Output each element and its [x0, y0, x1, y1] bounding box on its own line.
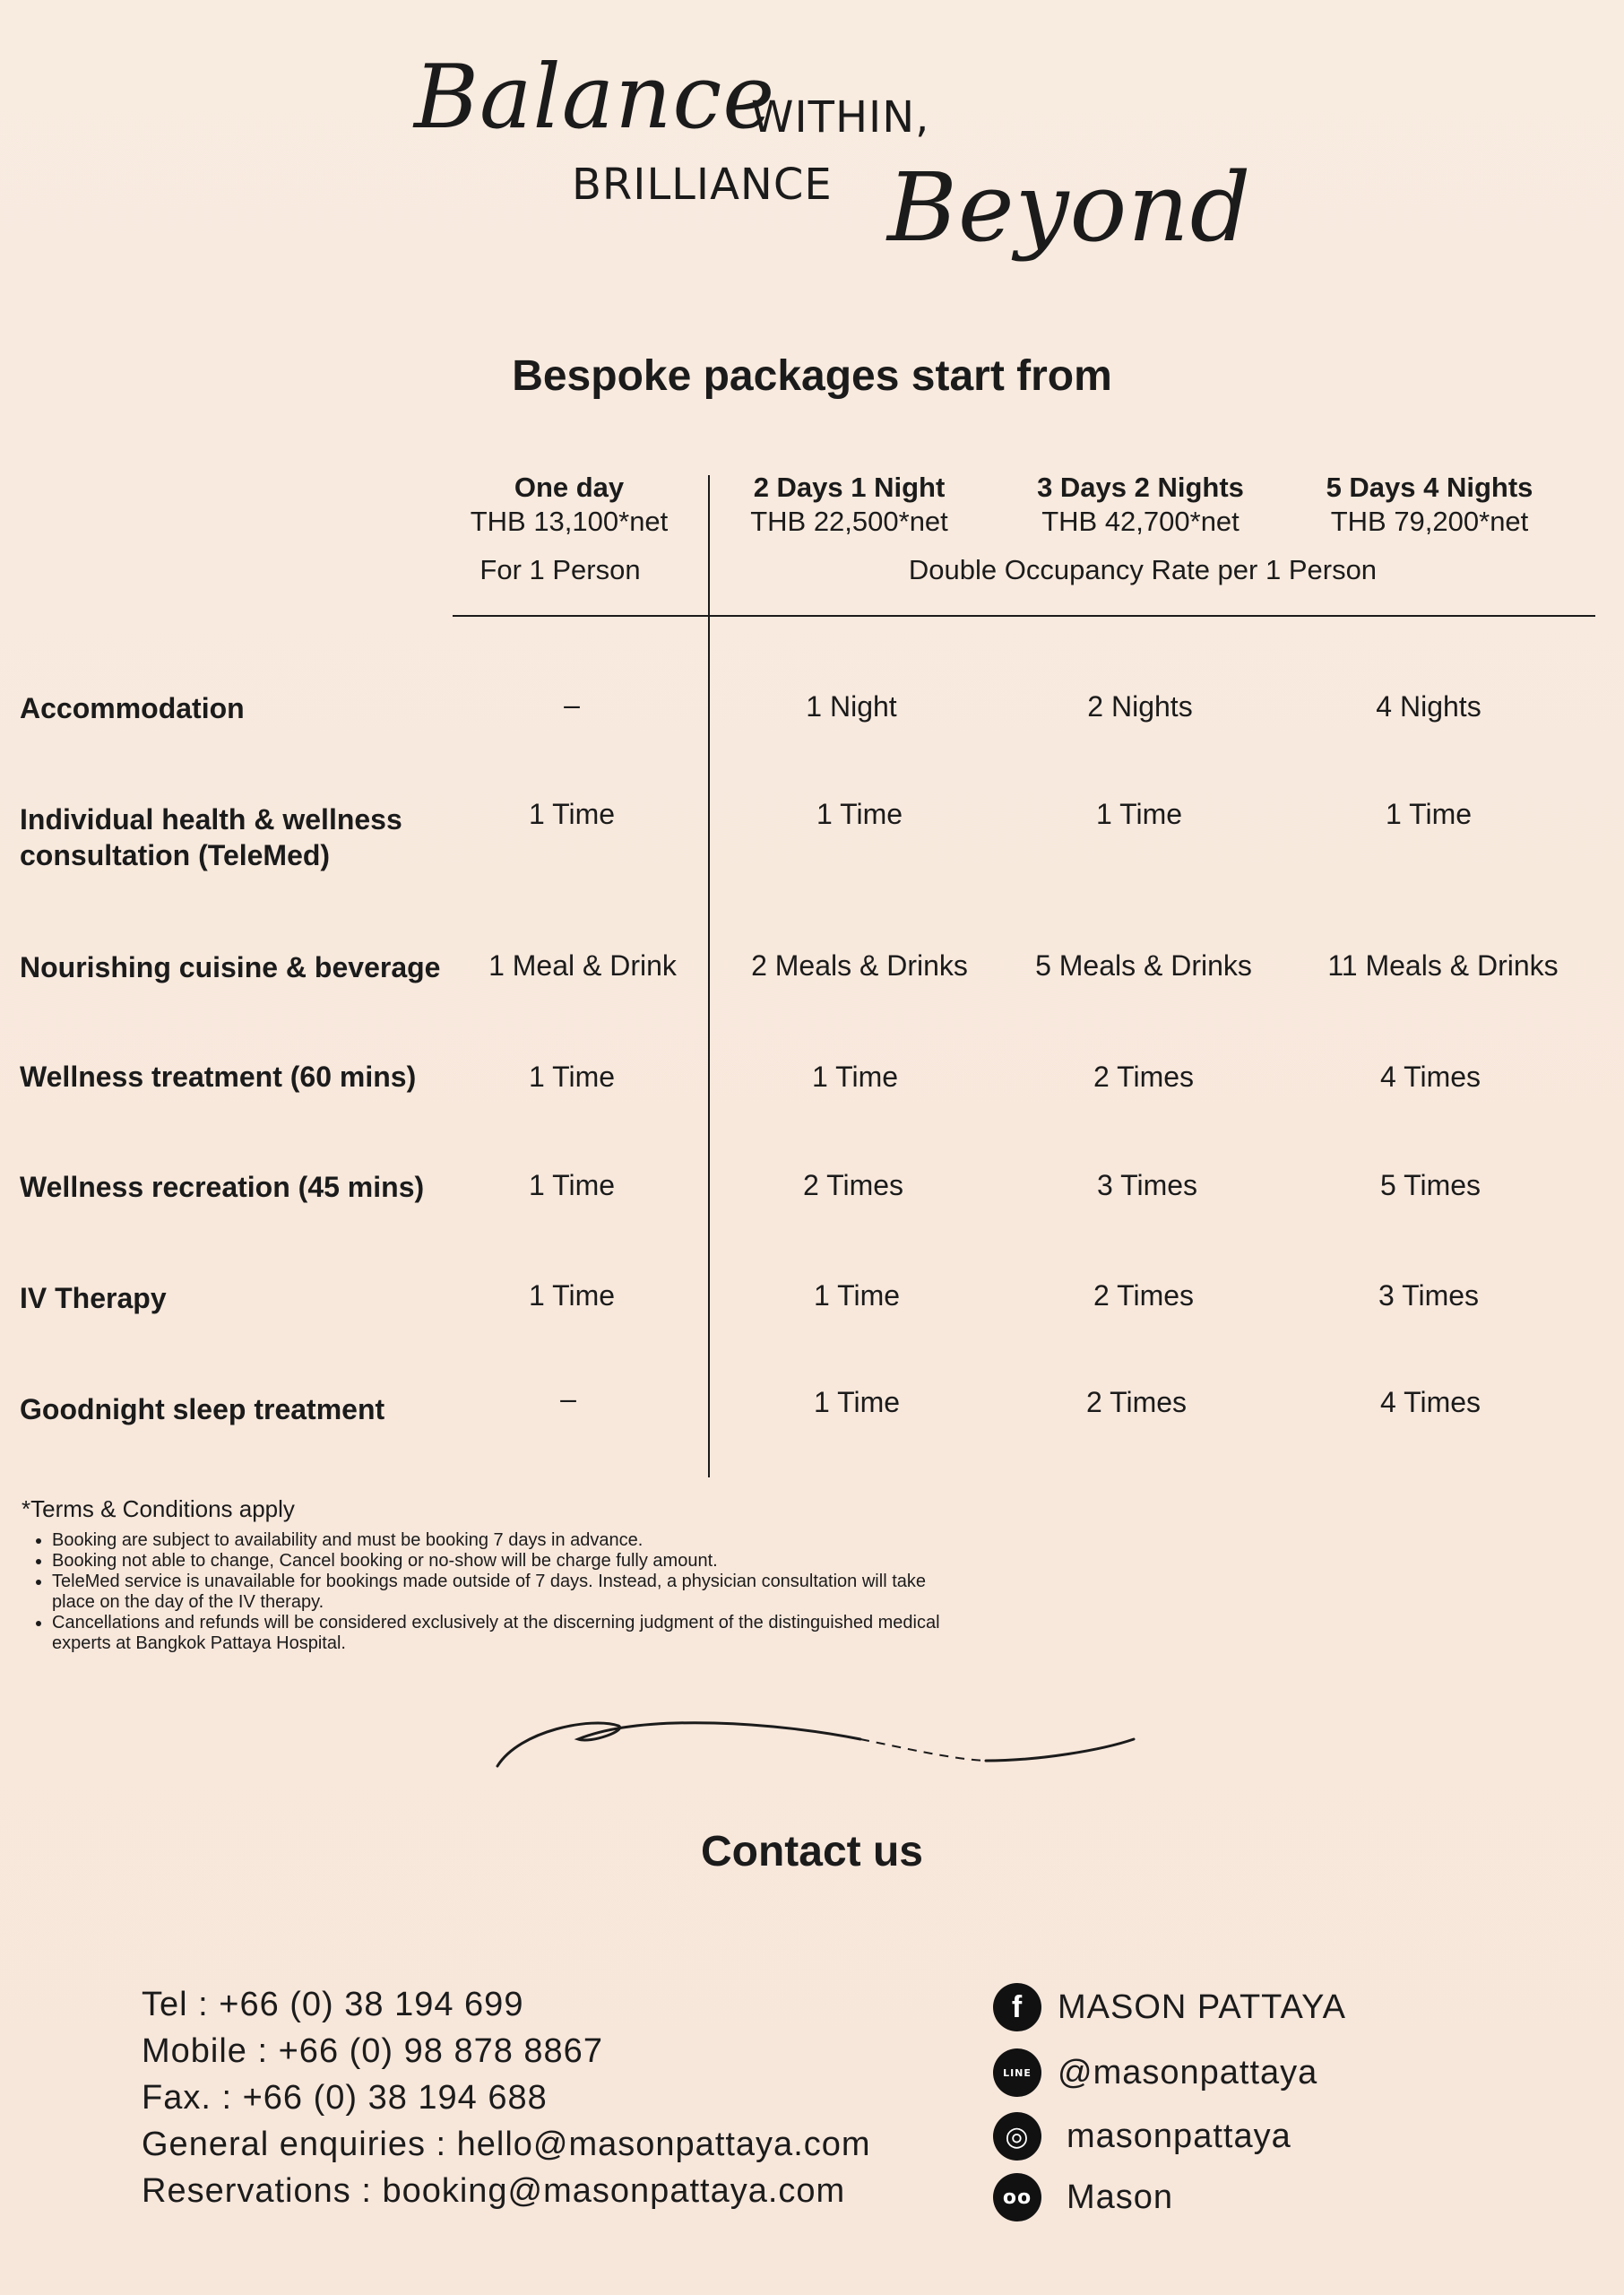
row-label-text: Wellness recreation (45 mins): [20, 1171, 425, 1203]
table-cell: 1 Time: [813, 1279, 901, 1312]
table-cell: 3 Times: [1378, 1279, 1480, 1312]
terms-item: • Booking are subject to availability and must be booking 7 days in advance.: [52, 1530, 948, 1551]
terms-heading: *Terms & Conditions apply: [22, 1495, 295, 1522]
contact-title: Contact us: [700, 1828, 923, 1875]
table-cell: 1 Time: [1385, 798, 1473, 830]
row-label-consultation: [20, 801, 402, 873]
terms-item: • Booking not able to change, Cancel booking or no-show will be charge fully amount.: [52, 1551, 948, 1572]
terms-item: • Cancellations and refunds will be considered exclusively at the discerning judgment of the distinguished medical experts at Bangkok Pattaya Hospital.: [52, 1613, 948, 1654]
table-cell: 2 Nights: [1087, 690, 1193, 723]
table-cell: 2 Times: [1093, 1061, 1195, 1093]
row-label-text: Goodnight sleep treatment: [20, 1393, 385, 1425]
table-cell: 2 Meals & Drinks: [751, 949, 968, 982]
row-label-accommodation: [20, 690, 245, 726]
table-cell: 5 Meals & Drinks: [1035, 949, 1252, 982]
table-cell: 1 Time: [1095, 798, 1183, 830]
package-price: THB 13,100*net: [470, 506, 669, 537]
table-cell: 4 Times: [1379, 1386, 1481, 1418]
package-header-3d2n: [1004, 472, 1277, 538]
package-header-one-day: [448, 472, 690, 538]
social-label: Mason: [1067, 2178, 1174, 2216]
row-label-text: Individual health & wellness: [20, 803, 402, 836]
package-header-5d4n: [1291, 472, 1568, 538]
terms-item: • TeleMed service is unavailable for bookings made outside of 7 days. Instead, a physician consultation will take place on the day of the IV therapy.: [52, 1572, 948, 1613]
facebook-icon: f: [993, 1983, 1041, 2031]
table-cell: 1 Time: [528, 1279, 616, 1312]
tagline-brilliance: BRILLIANCE: [572, 160, 833, 210]
table-cell: 4 Nights: [1376, 690, 1481, 723]
row-label-iv-therapy: [20, 1280, 167, 1316]
table-cell: 2 Times: [1093, 1279, 1195, 1312]
package-name: 3 Days 2 Nights: [1037, 472, 1244, 503]
package-header-2d1n: [717, 472, 981, 538]
package-name: 5 Days 4 Nights: [1326, 472, 1533, 503]
package-price: THB 22,500*net: [750, 506, 948, 537]
table-cell: 2 Times: [802, 1169, 904, 1201]
row-label-sleep: [20, 1391, 384, 1427]
package-name: 2 Days 1 Night: [753, 472, 946, 503]
row-label-treatment: [20, 1059, 416, 1095]
row-label-text: Nourishing cuisine & beverage: [20, 951, 441, 983]
contact-details: [142, 1981, 871, 2214]
social-label: @masonpattaya: [1058, 2053, 1318, 2091]
instagram-icon: ◎: [993, 2112, 1041, 2161]
header-tagline: [0, 0, 1624, 287]
social-label: MASON PATTAYA: [1058, 1988, 1346, 2026]
table-cell: –: [560, 1382, 576, 1415]
contact-reservations-email[interactable]: Reservations : booking@masonpattaya.com: [142, 2172, 846, 2210]
social-label: masonpattaya: [1067, 2117, 1291, 2155]
row-label-text: consultation (TeleMed): [20, 839, 331, 871]
contact-tel[interactable]: Tel : +66 (0) 38 194 699: [142, 1986, 524, 2023]
line-icon: LINE: [993, 2048, 1041, 2097]
package-name: One day: [514, 472, 625, 503]
contact-mobile[interactable]: Mobile : +66 (0) 98 878 8867: [142, 2032, 603, 2070]
table-horizontal-rule: [453, 615, 1595, 617]
row-label-text: Wellness treatment (60 mins): [20, 1061, 417, 1093]
social-tripadvisor[interactable]: [993, 2173, 1173, 2221]
occupancy-single: For 1 Person: [479, 554, 641, 585]
tagline-script-beyond: Beyond: [887, 152, 1252, 263]
table-cell: 1 Meal & Drink: [488, 949, 677, 982]
row-label-cuisine: [20, 949, 440, 985]
occupancy-double: Double Occupancy Rate per 1 Person: [908, 554, 1378, 585]
table-cell: 11 Meals & Drinks: [1327, 949, 1559, 982]
terms-section: [22, 1495, 948, 1654]
row-label-recreation: [20, 1169, 424, 1205]
social-instagram[interactable]: [993, 2112, 1291, 2161]
table-cell: 1 Time: [528, 1169, 616, 1201]
table-cell: 1 Time: [816, 798, 903, 830]
package-price: THB 42,700*net: [1041, 506, 1240, 537]
social-line[interactable]: [993, 2048, 1317, 2097]
tagline-script-balance: Balance: [414, 47, 776, 149]
contact-fax: Fax. : +66 (0) 38 194 688: [142, 2079, 548, 2117]
table-cell: 1 Night: [806, 690, 897, 723]
row-label-text: IV Therapy: [20, 1282, 167, 1314]
package-price: THB 79,200*net: [1330, 506, 1529, 537]
table-cell: 4 Times: [1379, 1061, 1481, 1093]
table-cell: 3 Times: [1096, 1169, 1198, 1201]
packages-title: Bespoke packages start from: [512, 352, 1112, 400]
table-cell: –: [564, 688, 580, 721]
flourish-divider: [484, 1703, 1147, 1793]
social-facebook[interactable]: [993, 1983, 1346, 2031]
tripadvisor-icon: oo: [993, 2173, 1041, 2221]
contact-general-email[interactable]: General enquiries : hello@masonpattaya.com: [142, 2126, 871, 2163]
table-cell: 1 Time: [811, 1061, 899, 1093]
row-label-text: Accommodation: [20, 692, 245, 724]
table-cell: 1 Time: [528, 1061, 616, 1093]
table-cell: 1 Time: [528, 798, 616, 830]
table-cell: 5 Times: [1379, 1169, 1481, 1201]
tagline-within: WITHIN,: [751, 92, 930, 143]
table-cell: 2 Times: [1085, 1386, 1188, 1418]
terms-list: [22, 1530, 948, 1654]
table-cell: 1 Time: [813, 1386, 901, 1418]
